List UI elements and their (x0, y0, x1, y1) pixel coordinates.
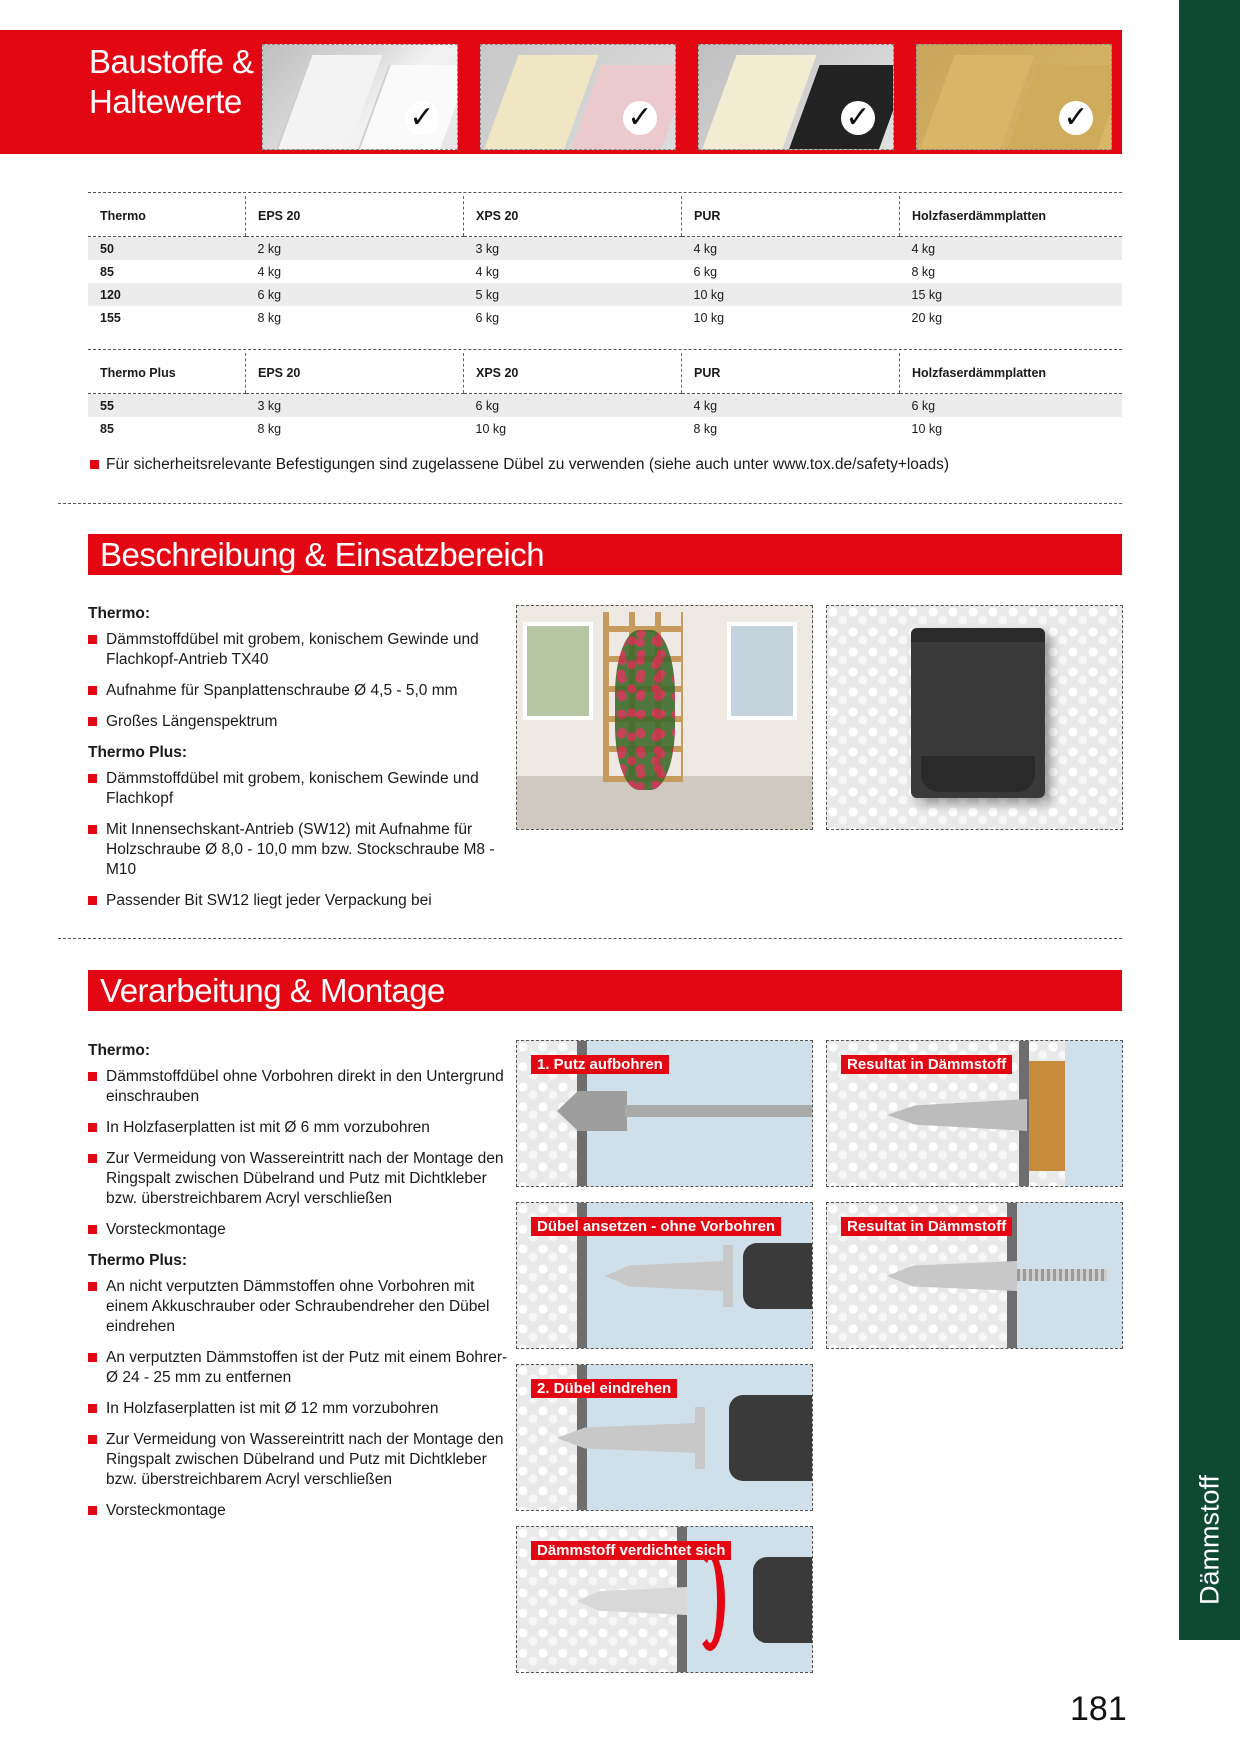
step-label: 2. Dübel eindrehen (531, 1379, 677, 1398)
table-header-row: Thermo Plus EPS 20 XPS 20 PUR Holzfaserdämmplatten (88, 353, 1122, 394)
bullet-icon (90, 460, 99, 469)
page-number: 181 (1070, 1690, 1127, 1728)
check-icon: ✓ (405, 101, 439, 135)
table-row: 85 8 kg 10 kg 8 kg 10 kg (100, 421, 943, 436)
step-label: Resultat in Dämmstoff (841, 1217, 1012, 1236)
material-woodfiber-image (916, 44, 1112, 150)
loads-table-thermo (88, 196, 1122, 329)
table-row: 85 4 kg 4 kg 6 kg 8 kg (100, 264, 936, 279)
result-insulation (826, 1202, 1123, 1349)
loads-table-thermo-plus (88, 353, 1122, 440)
divider (88, 349, 1122, 350)
table-row: 55 3 kg 6 kg 4 kg 6 kg (88, 394, 1122, 418)
thermo-subheading: Thermo: (88, 1042, 150, 1059)
section-title-processing: Verarbeitung & Montage (100, 972, 445, 1009)
material-pur-image (698, 44, 894, 150)
divider (58, 938, 1122, 939)
safety-note: Für sicherheitsrelevante Befestigungen sind zugelassene Dübel zu verwenden (siehe auch unter www.tox.de/safety+loads) (106, 456, 950, 473)
thermo-subheading: Thermo: (88, 605, 150, 622)
list-item: In Holzfaserplatten ist mit Ø 6 mm vorzubohren (88, 1118, 508, 1138)
check-icon: ✓ (841, 101, 875, 135)
list-item: Vorsteckmontage (88, 1220, 508, 1240)
processing-list (88, 1039, 508, 1532)
step-place-anchor (516, 1202, 813, 1349)
step-screw-in (516, 1364, 813, 1511)
list-item: Aufnahme für Spanplattenschraube Ø 4,5 - 5,0 mm (88, 681, 508, 701)
list-item: Mit Innensechskant-Antrieb (SW12) mit Aufnahme für Holzschraube Ø 8,0 - 10,0 mm bzw. Stockschraube M8 - M10 (88, 820, 508, 880)
list-item: Großes Längenspektrum (88, 712, 508, 732)
list-item: Dämmstoffdübel mit grobem, konischem Gewinde und Flachkopf-Antrieb TX40 (88, 630, 508, 670)
list-item: Passender Bit SW12 liegt jeder Verpackung bei (88, 891, 508, 911)
table-row: 50 2 kg 3 kg 4 kg 4 kg (88, 237, 1122, 261)
list-item: Dämmstoffdübel ohne Vorbohren direkt in den Untergrund einschrauben (88, 1067, 508, 1107)
material-xps-image (480, 44, 676, 150)
check-icon: ✓ (1059, 101, 1093, 135)
step-drill-plaster (516, 1040, 813, 1187)
step-label: Resultat in Dämmstoff (841, 1055, 1012, 1074)
list-item: Dämmstoffdübel mit grobem, konischem Gewinde und Flachkopf (88, 769, 508, 809)
list-item: Zur Vermeidung von Wassereintritt nach der Montage den Ringspalt zwischen Dübelrand und Putz mit Dichtkleber bzw. überstreichbarem Acryl verschließen (88, 1149, 508, 1209)
step-label: 1. Putz aufbohren (531, 1055, 669, 1074)
trellis-photo (516, 605, 813, 830)
result-woodfiber (826, 1040, 1123, 1187)
check-icon: ✓ (623, 101, 657, 135)
list-item: In Holzfaserplatten ist mit Ø 12 mm vorzubohren (88, 1399, 508, 1419)
list-item: Vorsteckmontage (88, 1501, 508, 1521)
divider (88, 192, 1122, 193)
table-header-row: Thermo EPS 20 XPS 20 PUR Holzfaserdämmplatten (88, 196, 1122, 237)
table-row: 155 8 kg 6 kg 10 kg 20 kg (100, 310, 943, 325)
step-compress-insulation (516, 1526, 813, 1673)
list-item: Zur Vermeidung von Wassereintritt nach der Montage den Ringspalt zwischen Dübelrand und Putz mit Dichtkleber bzw. überstreichbarem Acryl verschließen (88, 1430, 508, 1490)
section-title-description: Beschreibung & Einsatzbereich (100, 536, 545, 573)
list-item: An nicht verputzten Dämmstoffen ohne Vorbohren mit einem Akkuschrauber oder Schraubendreher den Dübel eindrehen (88, 1277, 508, 1337)
chapter-sidebar (1179, 0, 1240, 1640)
divider (58, 503, 1122, 504)
description-list (88, 602, 508, 922)
section-title-materials: Baustoffe & Haltewerte (89, 43, 254, 120)
thermo-plus-subheading: Thermo Plus: (88, 1252, 188, 1269)
thermo-plus-subheading: Thermo Plus: (88, 744, 188, 761)
chapter-label: Dämmstoff (1194, 1474, 1224, 1606)
mailbox-photo (826, 605, 1123, 830)
material-eps-image (262, 44, 458, 150)
table-row: 120 6 kg 5 kg 10 kg 15 kg (88, 283, 1122, 306)
step-label: Dübel ansetzen - ohne Vorbohren (531, 1217, 781, 1236)
list-item: An verputzten Dämmstoffen ist der Putz mit einem Bohrer-Ø 24 - 25 mm zu entfernen (88, 1348, 508, 1388)
step-label: Dämmstoff verdichtet sich (531, 1541, 731, 1560)
